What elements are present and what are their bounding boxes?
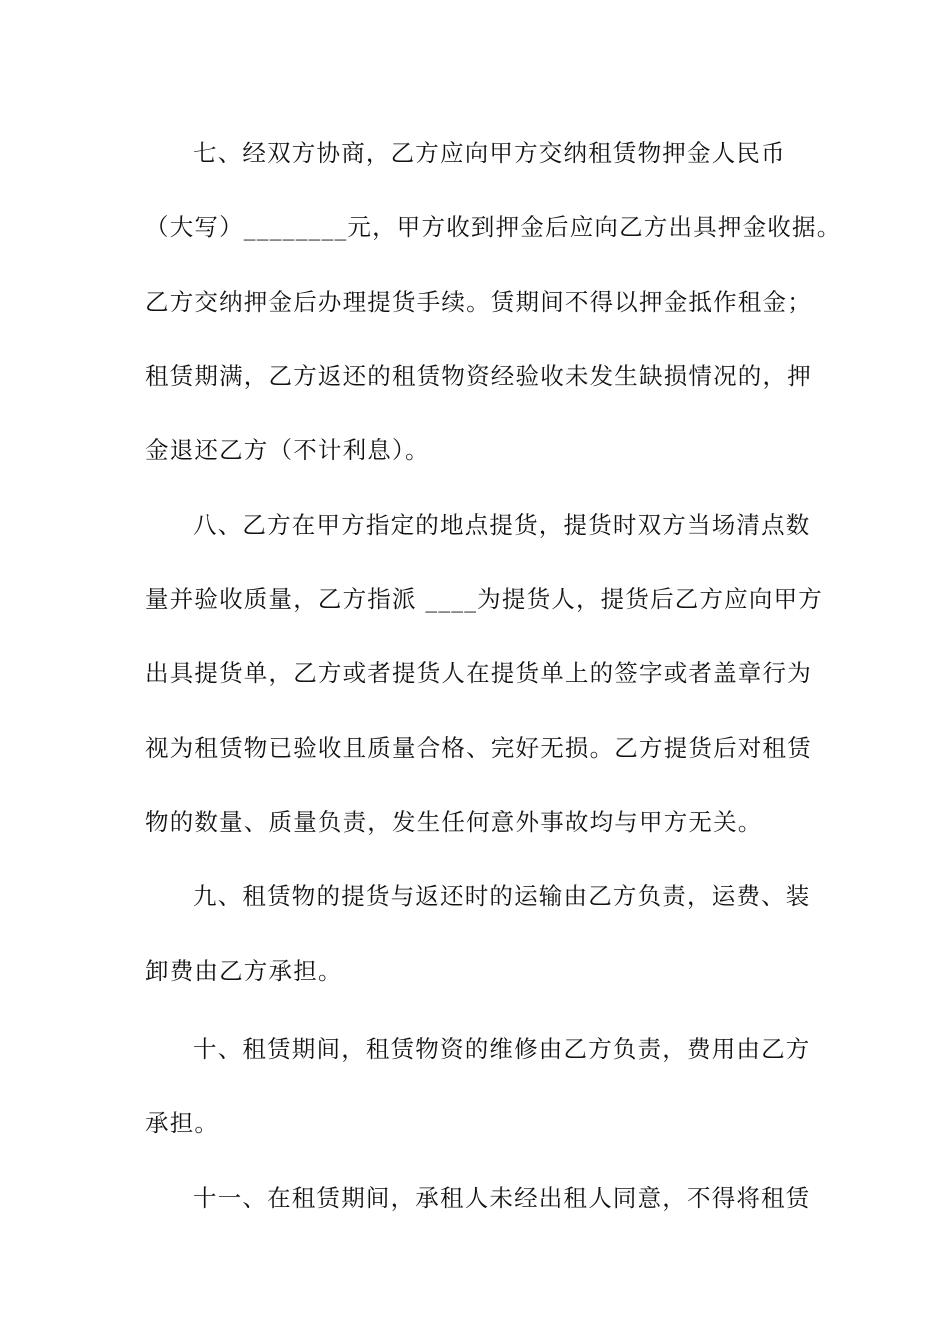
clause-9-line-2: 卸费由乙方承担。 [145,957,343,985]
clause-10-line-1: 十、租赁期间，租赁物资的维修由乙方负责，费用由乙方 [193,1035,811,1063]
clause-7-line-5: 金退还乙方（不计利息）。 [145,436,430,464]
clause-8-line-3: 出具提货单，乙方或者提货人在提货单上的签字或者盖章行为 [145,659,812,687]
clause-8-line-2: 量并验收质量，乙方指派 ____为提货人，提货后乙方应向甲方 [145,585,823,613]
clause-11-line-1: 十一、在租赁期间，承租人未经出租人同意，不得将租赁 [193,1184,811,1212]
clause-7-line-4: 租赁期满，乙方返还的租赁物资经验收未发生缺损情况的，押 [145,362,812,390]
clause-10-line-2: 承担。 [145,1109,220,1137]
clause-8-line-1: 八、乙方在甲方指定的地点提货，提货时双方当场清点数 [193,511,811,539]
clause-8-line-5: 物的数量、质量负责，发生任何意外事故均与甲方无关。 [145,808,763,836]
clause-8-line-4: 视为租赁物已验收且质量合格、完好无损。乙方提货后对租赁 [145,734,812,762]
clause-7-line-1: 七、经双方协商，乙方应向甲方交纳租赁物押金人民币 [193,139,786,167]
clause-7-line-3: 乙方交纳押金后办理提货手续。赁期间不得以押金抵作租金； [145,288,812,316]
clause-7-line-2: （大写）________元，甲方收到押金后应向乙方出具押金收据。 [145,213,842,241]
clause-9-line-1: 九、租赁物的提货与返还时的运输由乙方负责，运费、装 [193,882,811,910]
